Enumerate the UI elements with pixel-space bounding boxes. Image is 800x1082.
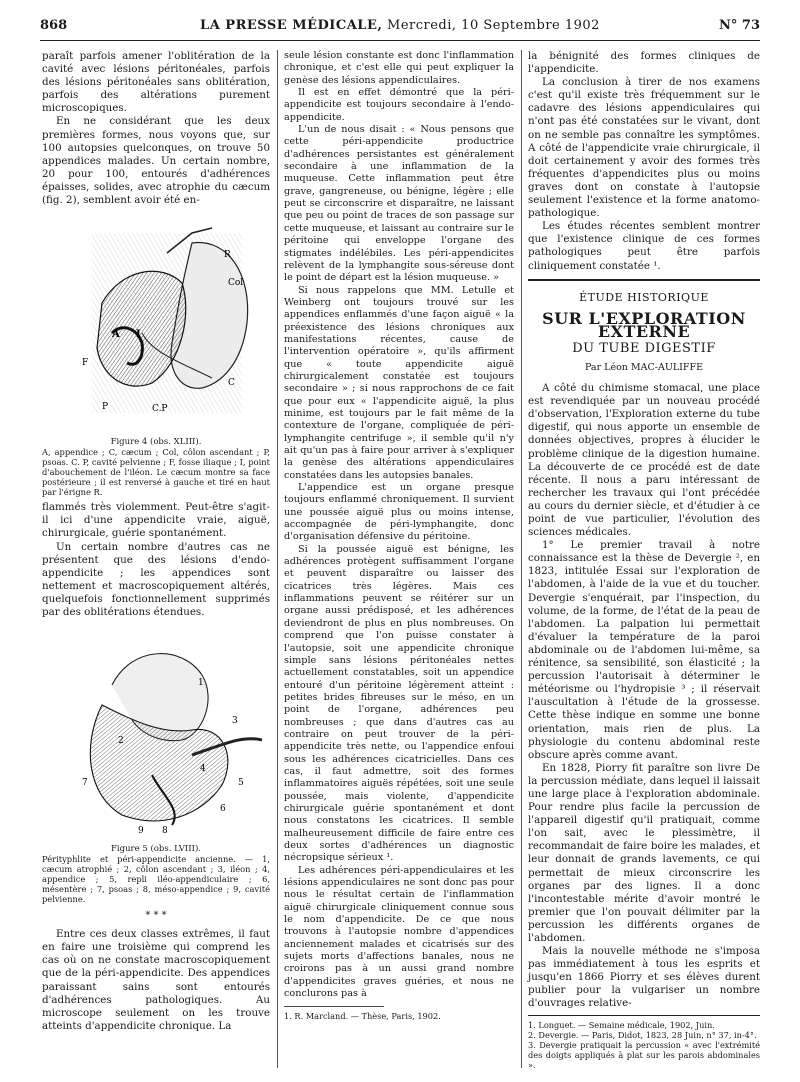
- figure-4: [42, 213, 270, 497]
- paragraph: En ne considérant que les deux premières formes, nous voyons que, sur 100 autopsies quelconques, on trouve 50 appendices malades. Un certain nombre, 20 pour 100, entourés d'adhérences épaisses, solides, avec atrophie du cæcum (fig. 2), semblent avoir été en-: [42, 115, 270, 207]
- column-divider-1: [277, 50, 278, 1068]
- column-2: [284, 50, 514, 1022]
- page-number: 868: [40, 18, 68, 33]
- column-divider-2: [521, 50, 522, 1068]
- fig5-label-6: 6: [220, 804, 226, 815]
- paragraph: 1° Le premier travail à notre connaissance est la thèse de Devergie ², en 1823, intitulée Essai sur l'exploration de l'abdomen, à l'aide de la vue et du toucher. Devergie s'enquérait, par l'inspection, du volume, de la forme, de l'état de la peau de l'abdomen. La palpation lui permettait d'évaluer la température de la paroi abdominale ou de l'abdomen lui-même, sa rénitence, sa sensibilité, son élasticité ; la percussion l'autorisait à déterminer le météorisme ou l'hydropisie ³ ; il réservait l'auscultation à l'étude de la grossesse. Cette thèse indique en somme une bonne orientation, mais rien de plus. La physiologie du contenu abdominal reste obscure après comme avant.: [528, 539, 760, 761]
- page-header: [40, 18, 760, 36]
- paragraph: L'appendice est un organe presque toujours enflammé chroniquement. Il survient une poussée aiguë plus ou moins intense, accompagnée de péri-lymphangite, donc d'organisation défensive du péritoine.: [284, 482, 514, 543]
- figure-5-legend: Pérityphlite et péri-appendicite ancienne. — 1, cæcum atrophié ; 2, côlon ascendant ; 3, iléon ; 4, appendice ; 5, repli iléo-appendiculaire ; 6, mésentère ; 7, psoas ; 8, méso-appendice ; 9, cavité pelvienne.: [42, 854, 270, 905]
- fig5-label-1: 1: [198, 678, 204, 689]
- paragraph: la bénignité des formes cliniques de l'appendicite.: [528, 50, 760, 76]
- figure-4-title: Figure 4 (obs. XLIII).: [110, 437, 202, 448]
- paragraph: Il est en effet démontré que la péri-appendicite est toujours secondaire à l'endo-appendicite.: [284, 87, 514, 123]
- figure-5-illustration: [42, 625, 270, 840]
- paragraph: paraît parfois amener l'oblitération de la cavité avec lésions péritonéales, parfois des lésions péritonéales sans oblitération, parfois des altérations purement microscopiques.: [42, 50, 270, 115]
- column-1: [42, 50, 270, 1033]
- fig5-label-7: 7: [82, 778, 88, 789]
- paragraph: En 1828, Piorry fit paraître son livre De la percussion médiate, dans lequel il laissait une large place à l'exploration abdominale. Pour rendre plus facile la percussion de l'appareil digestif qu'il pratiquait, comme l'on sait, avec le plessimètre, il recommandait de faire boire les malades, et leur donnait de grands lavements, ce qui permettait de mieux circonscrire les organes par des lignes. Il a donc l'incontestable mérite d'avoir montré le premier que l'on pouvait délimiter par la percussion les différents organes de l'abdomen.: [528, 761, 760, 944]
- figure-4-illustration: [42, 213, 270, 433]
- journal-title: [40, 18, 760, 33]
- fig4-label-p: P: [102, 402, 109, 413]
- paragraph: Un certain nombre d'autres cas ne présentent que des lésions d'endo-appendicite ; les appendices sont nettement et macroscopiquement altérés, quelquefois fonctionnellement supprimés par des oblitérations étendues.: [42, 540, 270, 618]
- fig4-label-cp: C.P: [152, 404, 168, 415]
- figure-5: [42, 625, 270, 904]
- fig5-label-3: 3: [232, 716, 238, 727]
- paragraph: Si nous rappelons que MM. Letulle et Weinberg ont toujours trouvé sur les appendices enflammés d'une façon aiguë « la préexistence des lésions chroniques aux manifestations récentes, cause de l'intervention opératoire », qu'ils affirment que « toute appendicite aiguë chirurgicalement constatée est toujours secondaire » ; si nous rapprochons de ce fait que pour eux « l'appendicite aiguë, la plus minime, est toujours par le fait même de la contexture de l'organe, compliquée de péri-lymphangite centrifuge », il semble qu'il n'y ait qu'un pas à faire pour arriver à s'expliquer la genèse des altérations appendiculaires constatées dans les autopsies banales.: [284, 284, 514, 481]
- paragraph: Si la poussée aiguë est bénigne, les adhérences protègent suffisamment l'organe et peuvent disparaître ou laisser des cicatrices très légères. Mais ces inflammations peuvent se réitérer sur un organe aussi prédisposé, et les adhérences deviendront de plus en plus nombreuses. On comprend que l'on puisse constater à l'autopsie, soit une appendicite chronique simple sans lésions péritonéales nettes actuellement constatables, soit un appendice entouré d'un péritoine légèrement atteint : petites brides fibreuses sur le méso, en un point de l'organe, adhérences peu nombreuses ; que dans d'autres cas au contraire on peut trouver de la péri-appendicite très nette, ou l'appendice enfoui sous les adhérences cicatricielles. Dans ces cas, il faut admettre, soit des formes inflammatoires aiguës répétées, soit une seule poussée, mais violente, d'appendicite chirurgicale guérie spontanément et dont nous constatons les cicatrices. Il semble malheureusement difficile de faire entre ces deux sortes d'adhérences un diagnostic nécropsique sérieux ¹.: [284, 543, 514, 864]
- section-separator: * * *: [145, 910, 167, 922]
- footnote: 3. Devergie pratiquait la percussion « avec l'extrémité des doigts appliqués à plat sur les parois abdominales ».: [528, 1039, 760, 1071]
- fig5-label-4: 4: [200, 764, 206, 775]
- issue-number: N° 73: [719, 18, 760, 33]
- paragraph: Mais la nouvelle méthode ne s'imposa pas immédiatement à tous les esprits et jusqu'en 1866 Piorry et ses élèves durent publier pour la vulgariser un nombre d'ouvrages relative-: [528, 945, 760, 1010]
- paragraph: flammés très violemment. Peut-être s'agit-il ici d'une appendicite vraie, aiguë, chirurgicale, guérie spontanément.: [42, 501, 270, 540]
- article-author: Par Léon MAC-AULIFFE: [584, 361, 704, 373]
- article-title: SUR L'EXPLORATION EXTERNE: [542, 308, 746, 341]
- fig4-label-r: R: [224, 250, 231, 261]
- paragraph: La conclusion à tirer de nos examens c'est qu'il existe très fréquemment sur le cadavre des lésions appendiculaires qui n'ont pas été constatées sur le vivant, dont on ne semble pas connaître les symptômes. A côté de l'appendicite vraie chirurgicale, il doit certainement y avoir des formes très fréquentes d'appendicites plus ou moins graves dont on constate à l'autopsie seulement l'existence et la forme anatomo-pathologique.: [528, 76, 760, 220]
- figure-4-legend: A, appendice ; C, cæcum ; Col, côlon ascendant ; P, psoas. C. P, cavité pelvienne ; F, fosse iliaque ; I, point d'abouchement de l'iléon. Le cæcum montre sa face postérieure ; il est renversé à gauche et tiré en haut par l'érigne R.: [42, 447, 270, 498]
- journal-name: LA PRESSE MÉDICALE,: [200, 18, 383, 33]
- paragraph: Les adhérences péri-appendiculaires et les lésions appendiculaires ne sont donc pas pour nous le résultat certain de l'inflammation aiguë chirurgicale cliniquement connue sous le nom d'appendicite. De ce que nous trouvons à l'autopsie nombre d'appendices anciennement malades et cicatrisés sur des sujets morts d'affections banales, nous ne croirons pas à un aussi grand nombre d'appendicites graves guéries, et nous ne conclurons pas à: [284, 864, 514, 1000]
- fig5-label-9: 9: [138, 826, 144, 837]
- article-heading: [528, 291, 760, 374]
- fig4-label-f: F: [82, 358, 89, 369]
- figure-5-caption: [42, 844, 270, 904]
- footnote: 1. R. Marcland. — Thèse, Paris, 1902.: [284, 1011, 441, 1022]
- paragraph: L'un de nous disait : « Nous pensons que cette péri-appendicite productrice d'adhérences persistantes est généralement secondaire à une inflammation de la muqueuse. Cette inflammation peut être grave, gangreneuse, ou bénigne, légère ; elle peut se circonscrire et disparaître, ne laissant que peu ou point de traces de son passage sur cette muqueuse, et laissant au contraire sur le péritoine qui enveloppe l'organe des stigmates indélébiles. Les péri-appendicites relèvent de la lymphangite sous-séreuse dont le point de départ est la lésion muqueuse. »: [284, 124, 514, 284]
- figure-5-title: Figure 5 (obs. LVIII).: [111, 844, 201, 855]
- paragraph: seule lésion constante est donc l'inflammation chronique, et c'est elle qui peut expliquer la genèse des lésions appendiculaires.: [284, 50, 514, 86]
- fig5-label-8: 8: [162, 826, 168, 837]
- footnote-rule: [284, 1006, 384, 1007]
- footnote: 1. Longuet. — Semaine médicale, 1902, Juin.: [528, 1019, 715, 1030]
- footnote-rule: [528, 1015, 760, 1016]
- fig4-label-a: A: [112, 329, 120, 341]
- fig4-label-i: I: [136, 329, 141, 341]
- footnote: 2. Devergie. — Paris, Didot, 1823, 28 Juin, n° 37, in-4°.: [528, 1029, 757, 1040]
- issue-date: Mercredi, 10 Septembre 1902: [387, 18, 600, 33]
- column-3: [528, 50, 760, 1071]
- paragraph: Les études récentes semblent montrer que l'existence clinique de ces formes pathologiques peut être parfois cliniquement constatée ¹.: [528, 220, 760, 272]
- fig5-label-5: 5: [238, 778, 244, 789]
- article-kicker: ÉTUDE HISTORIQUE: [579, 290, 709, 304]
- paragraph: A côté du chimisme stomacal, une place est revendiquée par un nouveau procédé d'observation, l'Exploration externe du tube digestif, qui nous apporte un ensemble de données objectives, propres à élucider le problème clinique de la digestion humaine. La découverte de ce procédé est de date récente. Il nous a paru intéressant de rechercher les travaux qui l'ont précédée au cours du dernier siècle, et d'étudier à ce point de vue particulier, l'évolution des sciences médicales.: [528, 382, 760, 539]
- article-subtitle: DU TUBE DIGESTIF: [572, 340, 716, 356]
- fig4-label-col: Col: [228, 278, 244, 289]
- section-rule: [528, 279, 760, 281]
- figure-4-caption: [42, 437, 270, 497]
- header-rule: [40, 40, 760, 41]
- fig5-label-2: 2: [118, 736, 124, 747]
- paragraph: Entre ces deux classes extrêmes, il faut en faire une troisième qui comprend les cas où on ne constate macroscopiquement que de la péri-appendicite. Des appendices paraissant sains sont entourés d'adhérences pathologiques. Au microscope seulement on les trouve atteints d'appendicite chronique. La: [42, 928, 270, 1032]
- fig4-label-c: C: [228, 378, 235, 389]
